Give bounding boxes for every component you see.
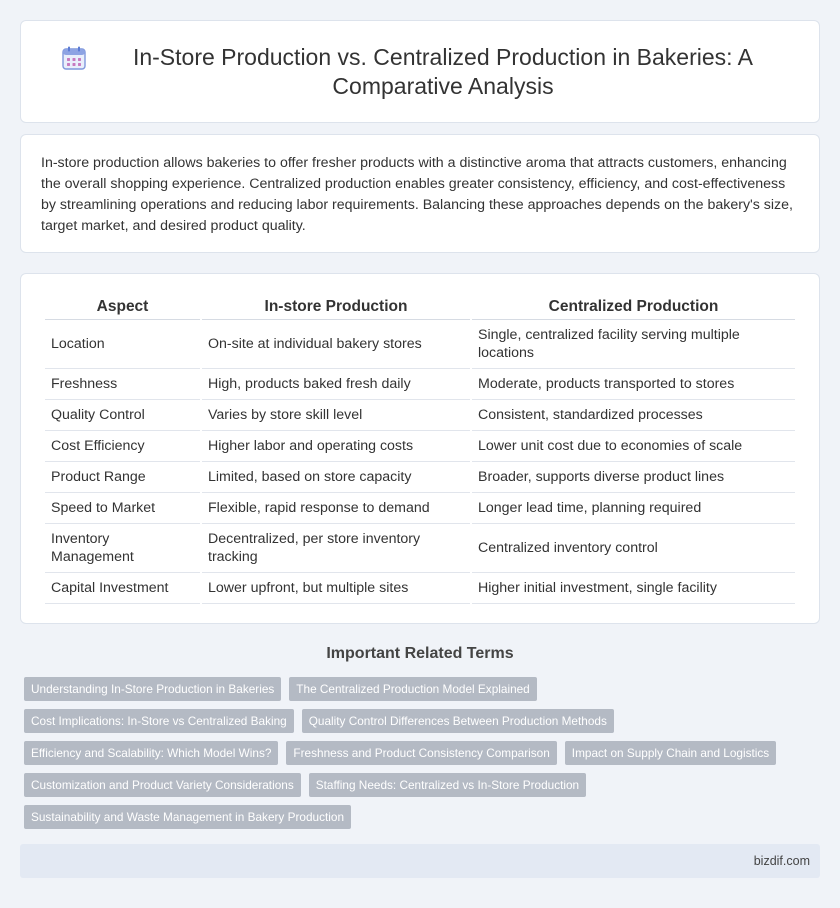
table-cell: Product Range <box>45 462 200 493</box>
table-cell: Capital Investment <box>45 573 200 604</box>
table-cell: Lower unit cost due to economies of scale <box>472 431 795 462</box>
column-header-centralized: Centralized Production <box>472 294 795 320</box>
related-term-tag[interactable]: Freshness and Product Consistency Comparison <box>286 741 556 765</box>
related-terms-list <box>24 677 814 829</box>
related-term-tag[interactable]: Staffing Needs: Centralized vs In-Store Production <box>309 773 586 797</box>
related-term-tag[interactable]: Impact on Supply Chain and Logistics <box>565 741 776 765</box>
related-term-tag[interactable]: Cost Implications: In-Store vs Centralized Baking <box>24 709 294 733</box>
related-term-tag[interactable]: Sustainability and Waste Management in Bakery Production <box>24 805 351 829</box>
column-header-in-store: In-store Production <box>202 294 470 320</box>
page-title: In-Store Production vs. Centralized Production in Bakeries: A Comparative Analysis <box>132 43 754 99</box>
table-cell: Consistent, standardized processes <box>472 400 795 431</box>
table-cell: Decentralized, per store inventory tracking <box>202 524 470 573</box>
related-term-tag[interactable]: Quality Control Differences Between Production Methods <box>302 709 614 733</box>
footer-brand[interactable]: bizdif.com <box>753 854 810 868</box>
calendar-icon <box>61 45 87 71</box>
related-terms-title: Important Related Terms <box>326 645 514 662</box>
related-term-tag[interactable]: Understanding In-Store Production in Bakeries <box>24 677 281 701</box>
table-cell: Freshness <box>45 369 200 400</box>
column-header-aspect: Aspect <box>45 294 200 320</box>
table-cell: Lower upfront, but multiple sites <box>202 573 470 604</box>
table-cell: Location <box>45 320 200 369</box>
table-cell: Longer lead time, planning required <box>472 493 795 524</box>
table-cell: High, products baked fresh daily <box>202 369 470 400</box>
comparison-table <box>43 294 797 604</box>
related-term-tag[interactable]: The Centralized Production Model Explained <box>289 677 536 701</box>
header-card <box>20 20 820 123</box>
table-row <box>45 462 795 493</box>
intro-paragraph: In-store production allows bakeries to offer fresher products with a distinctive aroma that attracts customers, enhancing the overall shopping experience. Centralized production enables greater consistency, efficiency, and cost-effectiveness by streamlining operations and reducing labor requirements. Balancing these approaches depends on the bakery's size, target market, and desired product quality. <box>41 155 793 234</box>
table-cell: Limited, based on store capacity <box>202 462 470 493</box>
table-cell: Varies by store skill level <box>202 400 470 431</box>
table-row <box>45 369 795 400</box>
table-row <box>45 431 795 462</box>
table-cell: Quality Control <box>45 400 200 431</box>
comparison-table-card <box>20 273 820 624</box>
table-cell: Higher labor and operating costs <box>202 431 470 462</box>
footer <box>20 844 820 878</box>
table-row <box>45 524 795 573</box>
related-term-tag[interactable]: Efficiency and Scalability: Which Model Wins? <box>24 741 278 765</box>
table-cell: Flexible, rapid response to demand <box>202 493 470 524</box>
table-cell: On-site at individual bakery stores <box>202 320 470 369</box>
table-row <box>45 493 795 524</box>
table-cell: Inventory Management <box>45 524 200 573</box>
table-cell: Moderate, products transported to stores <box>472 369 795 400</box>
table-header-row <box>45 294 795 320</box>
table-cell: Single, centralized facility serving multiple locations <box>472 320 795 369</box>
table-row <box>45 320 795 369</box>
table-cell: Speed to Market <box>45 493 200 524</box>
table-cell: Broader, supports diverse product lines <box>472 462 795 493</box>
table-cell: Higher initial investment, single facility <box>472 573 795 604</box>
intro-card <box>20 134 820 253</box>
related-term-tag[interactable]: Customization and Product Variety Considerations <box>24 773 301 797</box>
table-cell: Cost Efficiency <box>45 431 200 462</box>
table-cell: Centralized inventory control <box>472 524 795 573</box>
table-row <box>45 400 795 431</box>
table-row <box>45 573 795 604</box>
